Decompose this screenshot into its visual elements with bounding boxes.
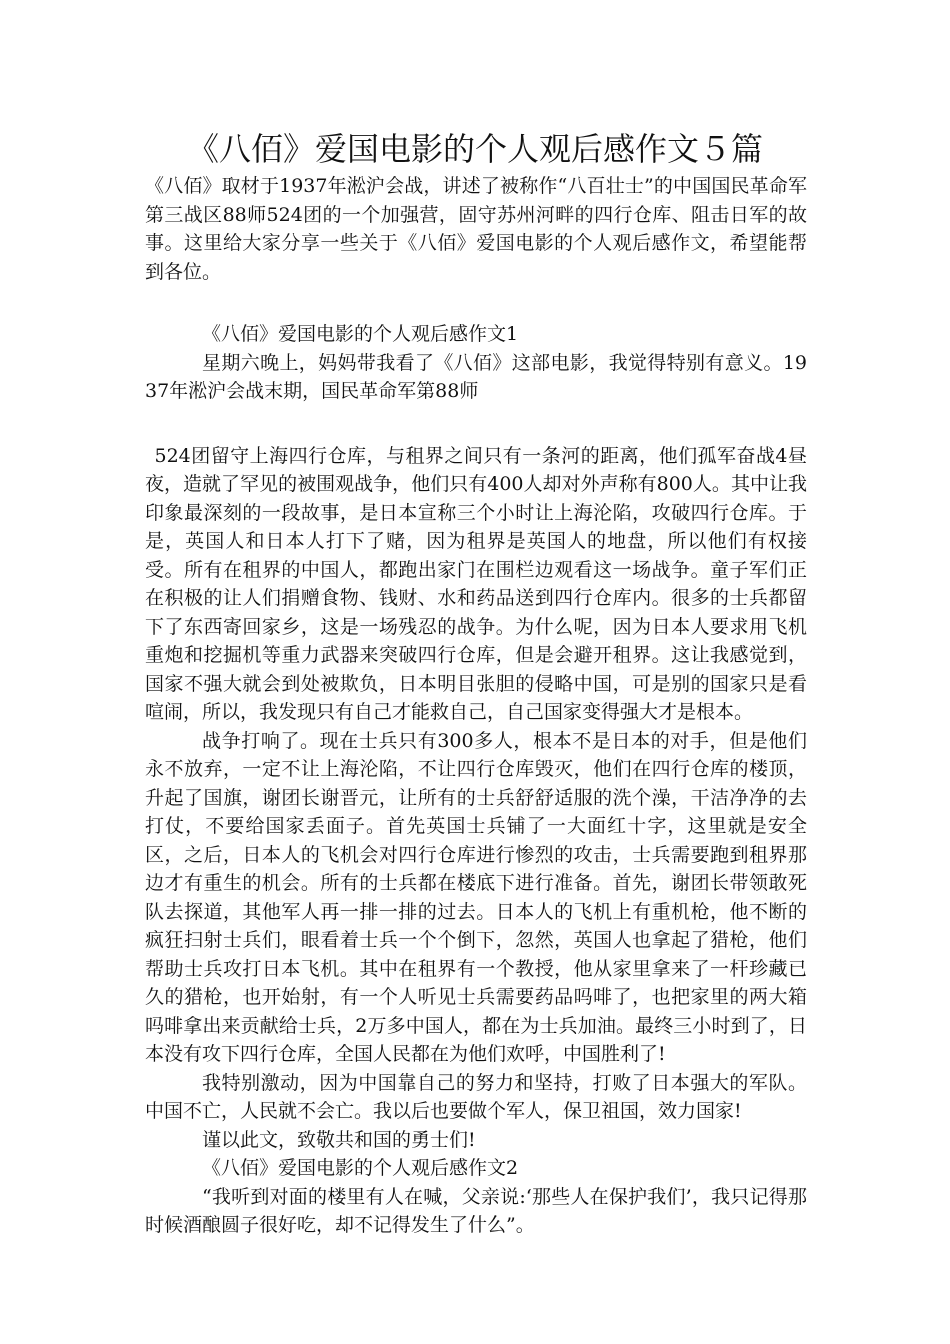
essay1-heading: 《八佰》爱国电影的个人观后感作文1 xyxy=(202,323,519,345)
blank-line xyxy=(145,286,807,314)
document-body xyxy=(145,172,807,1240)
essay2-heading: 《八佰》爱国电影的个人观后感作文2 xyxy=(202,1157,519,1179)
intro-paragraph: 《八佰》取材于1937年淞沪会战，讲述了被称作“八百壮士”的中国国民革命军第三战区88师524团的一个加强营，固守苏州河畔的四行仓库、阻击日军的故事。这里给大家分享一些关于《八佰》爱国电影的个人观后感作文，希望能帮到各位。 xyxy=(145,175,807,283)
essay1-paragraph-3: 战争打响了。现在士兵只有300多人，根本不是日本的对手，但是他们永不放弃，一定不让上海沦陷，不让四行仓库毁灭，他们在四行仓库的楼顶，升起了国旗，谢团长谢晋元，让所有的士兵舒舒适服的洗个澡，干洁净净的去打仗，不要给国家丢面子。首先英国士兵铺了一大面红十字，这里就是安全区，之后，日本人的飞机会对四行仓库进行惨烈的攻击，士兵需要跑到租界那边才有重生的机会。所有的士兵都在楼底下进行准备。首先，谢团长带领敢死队去探道，其他军人再一排一排的过去。日本人的飞机上有重机枪，他不断的疯狂扫射士兵们，眼看着士兵一个个倒下，忽然，英国人也拿起了猎枪，他们帮助士兵攻打日本飞机。其中在租界有一个教授，他从家里拿来了一杆珍藏已久的猎枪，也开始射，有一个人听见士兵需要药品吗啡了，也把家里的两大箱吗啡拿出来贡献给士兵，2万多中国人，都在为士兵加油。最终三小时到了，日本没有攻下四行仓库，全国人民都在为他们欢呼，中国胜利了! xyxy=(145,729,807,1065)
essay1-paragraph-5: 谨以此文，致敬共和国的勇士们! xyxy=(202,1128,476,1151)
blank-line xyxy=(145,406,807,434)
essay2-paragraph-1: “我听到对面的楼里有人在喊，父亲说:‘那些人在保护我们’，我只记得那时候酒酿圆子很好吃，却不记得发生了什么”。 xyxy=(145,1185,807,1236)
document-title: 《八佰》爱国电影的个人观后感作文５篇 xyxy=(186,130,763,168)
essay1-paragraph-4: 我特别激动，因为中国靠自己的努力和坚持，打败了日本强大的军队。中国不亡，人民就不会亡。我以后也要做个军人，保卫祖国，效力国家! xyxy=(145,1071,807,1122)
essay1-paragraph-1: 星期六晚上，妈妈带我看了《八佰》这部电影，我觉得特别有意义。1937年淞沪会战末期，国民革命军第88师 xyxy=(145,351,807,402)
essay1-paragraph-2: 524团留守上海四行仓库，与租界之间只有一条河的距离，他们孤军奋战4昼夜，造就了罕见的被围观战争，他们只有400人却对外声称有800人。其中让我印象最深刻的一段故事，是日本宣称三个小时让上海沦陷，攻破四行仓库。于是，英国人和日本人打下了赌，因为租界是英国人的地盘，所以他们有权接受。所有在租界的中国人，都跑出家门在围栏边观看这一场战争。童子军们正在积极的让人们捐赠食物、钱财、水和药品送到四行仓库内。很多的士兵都留下了东西寄回家乡，这是一场残忍的战争。为什么呢，因为日本人要求用飞机重炮和挖掘机等重力武器来突破四行仓库，但是会避开租界。这让我感觉到，国家不强大就会到处被欺负，日本明目张胆的侵略中国，可是别的国家只是看喧闹，所以，我发现只有自己才能救自己，自己国家变得强大才是根本。 xyxy=(145,444,807,723)
